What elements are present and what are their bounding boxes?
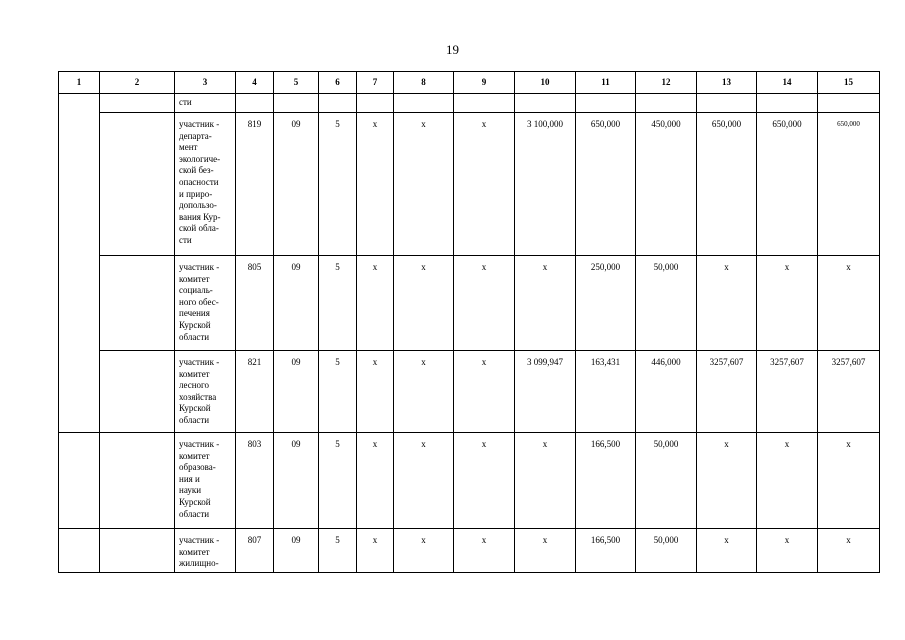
table-cell: x [697,433,757,529]
table-cell [100,113,175,256]
table-cell: 5 [319,433,357,529]
table-cell: x [394,113,454,256]
table-cell: x [357,529,394,573]
table-cell: x [357,351,394,433]
table-row [59,113,880,256]
table-cell [454,94,515,113]
column-header: 13 [697,72,757,94]
table-cell [59,433,100,529]
table-cell: x [515,529,576,573]
table-cell [357,94,394,113]
table-cell: 09 [274,113,319,256]
table-cell: 450,000 [636,113,697,256]
table-row [59,256,880,351]
table-cell: x [818,529,880,573]
org-cell: участник - комитет образова- ния и науки Курской области [175,433,236,529]
table-cell: 3257,607 [697,351,757,433]
column-header: 6 [319,72,357,94]
table-cell [818,94,880,113]
table-cell: 09 [274,351,319,433]
table-cell: 09 [274,529,319,573]
table-cell: x [394,256,454,351]
table-cell [697,94,757,113]
table-cell: x [357,256,394,351]
org-cell: участник - комитет жилищно- [175,529,236,573]
table-cell: 650,000 [576,113,636,256]
table-cell [236,94,274,113]
table-cell: 650,000 [818,113,880,256]
table-cell: 819 [236,113,274,256]
table-cell: 821 [236,351,274,433]
table-cell [274,94,319,113]
table-cell: 446,000 [636,351,697,433]
table-cell [394,94,454,113]
table-row [59,351,880,433]
column-header: 15 [818,72,880,94]
table-cell: 09 [274,433,319,529]
table-cell: x [757,529,818,573]
column-header: 11 [576,72,636,94]
table-cell: x [454,113,515,256]
org-cell: участник - комитет лесного хозяйства Курской области [175,351,236,433]
table-cell [515,94,576,113]
column-header: 2 [100,72,175,94]
table-cell: 250,000 [576,256,636,351]
table-cell: x [697,529,757,573]
table-cell: x [394,433,454,529]
table-cell [100,256,175,351]
table-cell: 3257,607 [818,351,880,433]
table-cell: 5 [319,113,357,256]
table-cell: 3 099,947 [515,351,576,433]
column-header: 12 [636,72,697,94]
table-cell: x [818,256,880,351]
table-cell: x [757,433,818,529]
table-cell: 803 [236,433,274,529]
table-cell: x [515,256,576,351]
table-cell: 3257,607 [757,351,818,433]
table-cell: 807 [236,529,274,573]
table-cell: x [357,113,394,256]
table-cell: x [394,529,454,573]
table-cell: x [454,351,515,433]
table-cell [59,529,100,573]
budget-table [58,71,880,573]
table-cell: 166,500 [576,433,636,529]
org-cell: сти [175,94,236,113]
table-cell: x [818,433,880,529]
table-cell: 5 [319,351,357,433]
column-header: 1 [59,72,100,94]
table-row [59,433,880,529]
table-cell [100,433,175,529]
page-number: 19 [446,42,459,57]
column-header: 10 [515,72,576,94]
table-cell: 163,431 [576,351,636,433]
table-cell: x [357,433,394,529]
table-cell [319,94,357,113]
table-cell: x [394,351,454,433]
column-header: 7 [357,72,394,94]
table-cell: 5 [319,529,357,573]
table-cell: 50,000 [636,529,697,573]
table-cell: x [454,433,515,529]
table-cell: 166,500 [576,529,636,573]
org-cell: участник - комитет социаль- ного обес- печения Курской области [175,256,236,351]
column-header: 3 [175,72,236,94]
table-cell: x [515,433,576,529]
table-cell: x [454,256,515,351]
table-cell [576,94,636,113]
column-header: 9 [454,72,515,94]
merged-cell-col1 [59,94,100,433]
table-cell: 650,000 [697,113,757,256]
table-cell: 3 100,000 [515,113,576,256]
table-cell: x [454,529,515,573]
column-header: 14 [757,72,818,94]
table-cell: 650,000 [757,113,818,256]
table-cell: x [697,256,757,351]
column-header: 8 [394,72,454,94]
table-cell: 50,000 [636,256,697,351]
table-row [59,529,880,573]
table-cell [100,94,175,113]
table-cell [757,94,818,113]
table-cell: 5 [319,256,357,351]
table-cell: 805 [236,256,274,351]
column-header: 5 [274,72,319,94]
table-row-continuation [59,94,880,113]
table-cell: 09 [274,256,319,351]
column-header: 4 [236,72,274,94]
org-cell: участник - дeпарта- мент экологиче- ской без- опасности и приро- допользо- вания Кур- ской обла- сти [175,113,236,256]
header-row [59,72,880,94]
table-cell: x [757,256,818,351]
table-cell [100,351,175,433]
table-cell: 50,000 [636,433,697,529]
table-cell [636,94,697,113]
table-cell [100,529,175,573]
